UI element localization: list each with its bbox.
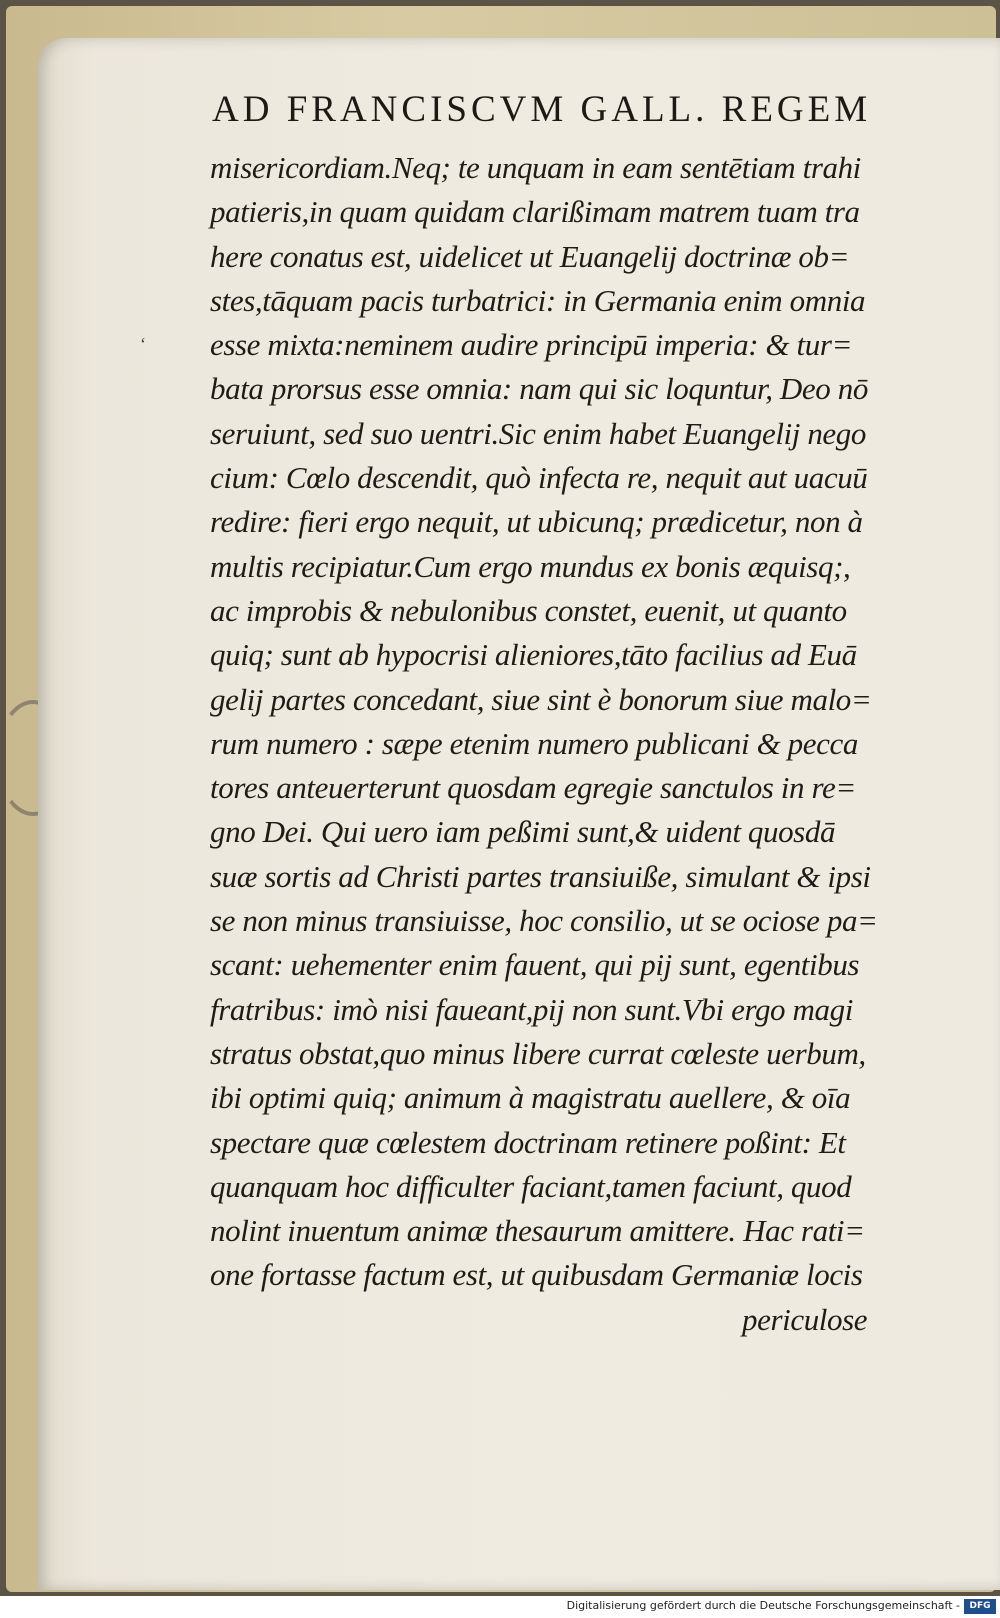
text-line: quanquam hoc difficulter faciant,tamen faciunt, quod — [210, 1168, 852, 1204]
text-line: tores anteuerterunt quosdam egregie sanctulos in re= — [210, 770, 856, 806]
text-line: redire: fieri ergo nequit, ut ubicunq; prædicetur, non à — [210, 504, 863, 540]
text-line: esse mixta:neminem audire principū imperia: & tur= — [210, 327, 853, 363]
body-text — [210, 146, 900, 1342]
text-line: bata prorsus esse omnia: nam qui sic loquntur, Deo nō — [210, 371, 868, 407]
text-line: nolint inuentum animæ thesaurum amittere. Hac rati= — [210, 1213, 865, 1249]
text-line: stratus obstat,quo minus libere currat cœleste uerbum, — [210, 1035, 866, 1071]
text-line: scant: uehementer enim fauent, qui pij sunt, egentibus — [210, 947, 860, 983]
text-line: patieris,in quam quidam clarißimam matrem tuam tra — [210, 194, 860, 230]
text-line: gno Dei. Qui uero iam peßimi sunt,& uident quosdā — [210, 814, 836, 850]
footer-bar — [0, 1596, 1000, 1618]
text-line: multis recipiatur.Cum ergo mundus ex bonis æquisq;, — [210, 548, 851, 584]
margin-mark: ‘ — [140, 334, 146, 354]
catchword: periculose — [742, 1301, 868, 1337]
text-line: ac improbis & nebulonibus constet, euenit, ut quanto — [210, 592, 847, 628]
text-line: suæ sortis ad Christi partes transiuiße, simulant & ipsi — [210, 858, 871, 894]
text-line: fratribus: imò nisi faueant,pij non sunt.Vbi ergo magi — [210, 991, 853, 1027]
text-line: stes,tāquam pacis turbatrici: in Germania enim omnia — [210, 282, 866, 318]
text-line: here conatus est, uidelicet ut Euangelij doctrinæ ob= — [210, 238, 850, 274]
text-line: spectare quæ cœlestem doctrinam retinere poßint: Et — [210, 1124, 846, 1160]
text-line: cium: Cœlo descendit, quò infecta re, nequit aut uacuū — [210, 460, 868, 496]
text-line: misericordiam.Neq; te unquam in eam sentētiam trahi — [210, 150, 861, 185]
text-line: quiq; sunt ab hypocrisi alieniores,tāto facilius ad Euā — [210, 637, 857, 673]
text-line: gelij partes concedant, siue sint è bonorum siue malo= — [210, 681, 872, 717]
text-line: one fortasse factum est, ut quibusdam Germaniæ locis — [210, 1257, 863, 1293]
running-header: AD FRANCISCVM GALL. REGEM — [212, 89, 872, 130]
footer-credit: Digitalisierung gefördert durch die Deutsche Forschungsgemeinschaft - — [566, 1599, 960, 1612]
text-line: ibi optimi quiq; animum à magistratu auellere, & oīa — [210, 1080, 851, 1116]
text-line: rum numero : sæpe etenim numero publicani & pecca — [210, 725, 858, 761]
dfg-logo-icon: DFG — [964, 1599, 996, 1614]
text-line: se non minus transiuisse, hoc consilio, ut se ociose pa= — [210, 903, 878, 939]
text-line: seruiunt, sed suo uentri.Sic enim habet Euangelij nego — [210, 415, 866, 451]
